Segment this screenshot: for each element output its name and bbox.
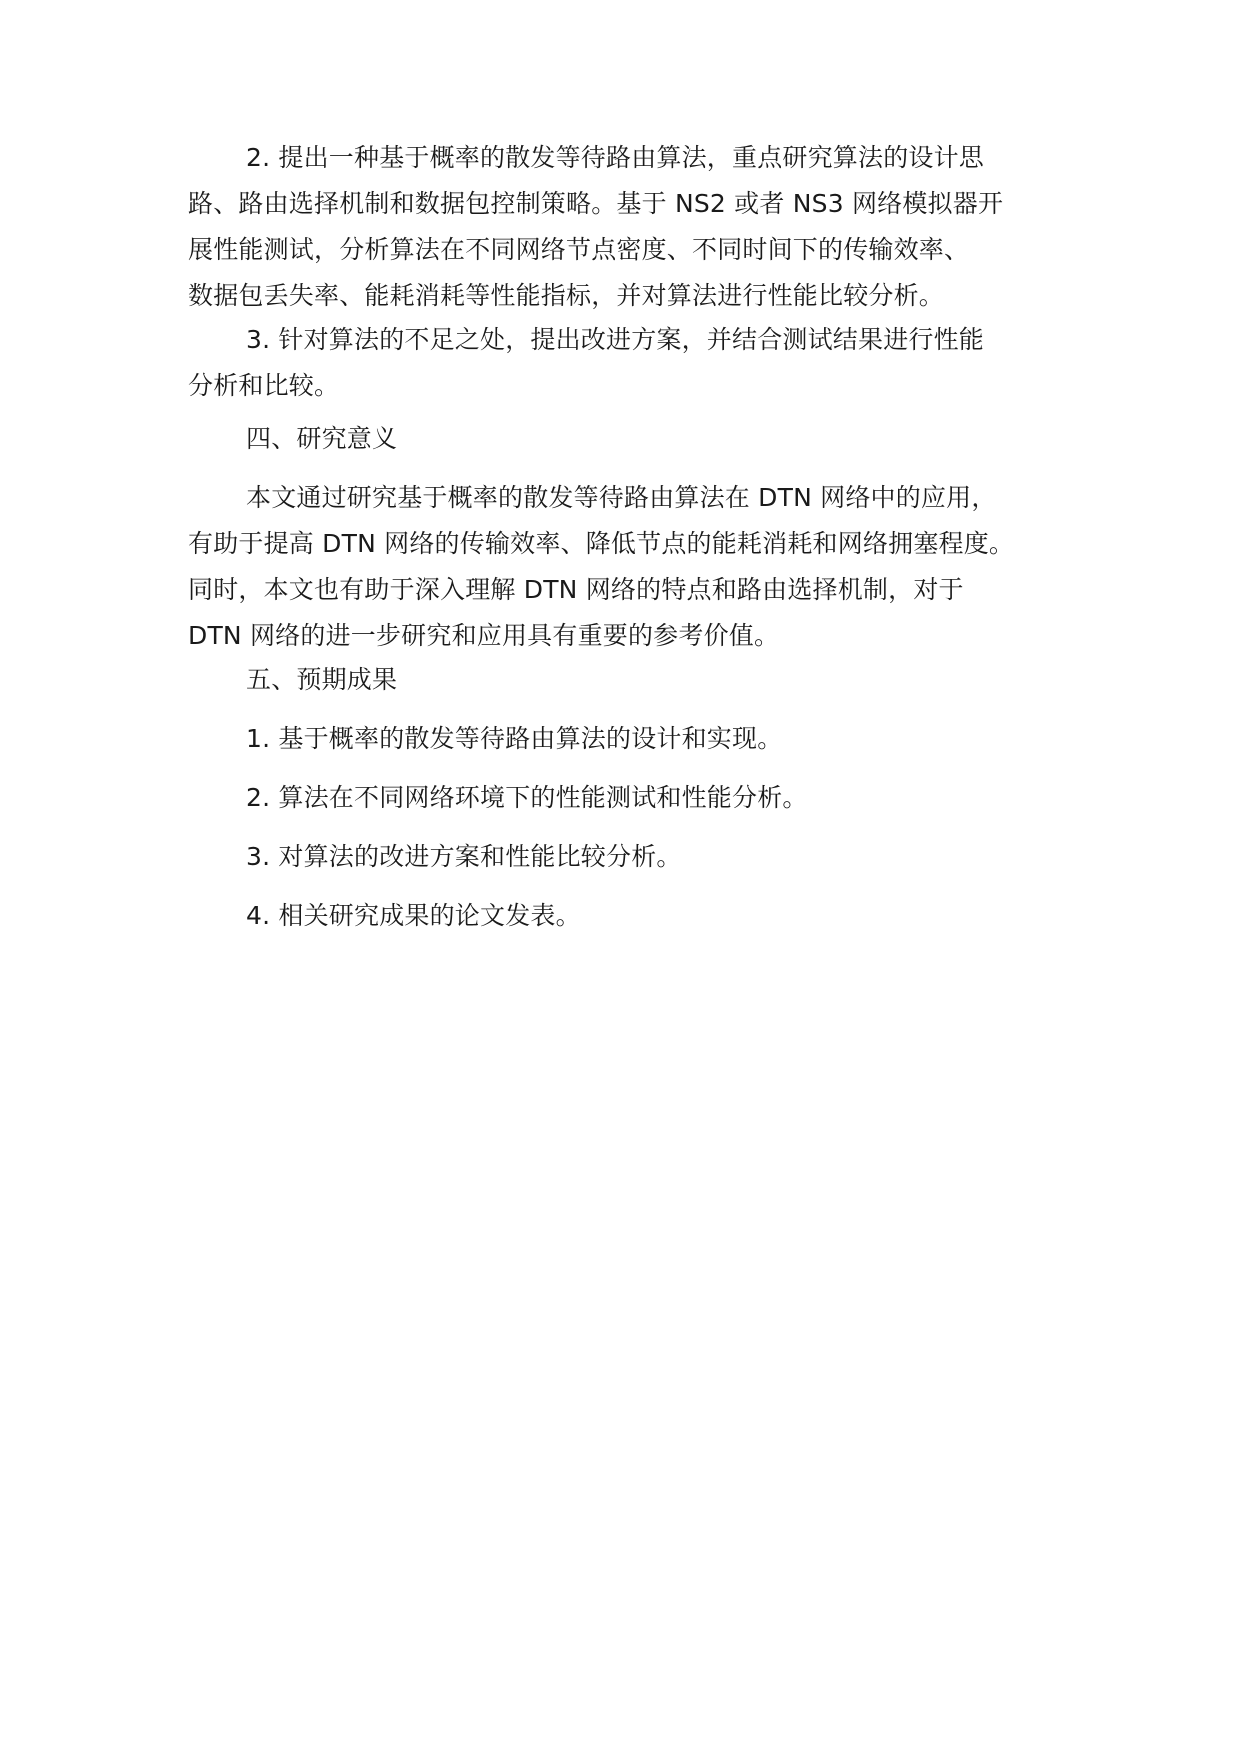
section-heading-significance (188, 416, 1083, 462)
list-item: 1. 基于概率的散发等待路由算法的设计和实现。 (246, 724, 783, 753)
list-item: 2. 算法在不同网络环境下的性能测试和性能分析。 (246, 783, 808, 812)
paragraph-line: 展性能测试，分析算法在不同网络节点密度、不同时间下的传输效率、 (188, 235, 970, 264)
paragraph-line: 2. 提出一种基于概率的散发等待路由算法，重点研究算法的设计思 (246, 143, 985, 172)
list-item-expected-2 (188, 775, 1083, 821)
paragraph-research-content-2 (188, 135, 1083, 319)
paragraph-line: DTN 网络的进一步研究和应用具有重要的参考价值。 (188, 621, 780, 650)
paragraph-line: 分析和比较。 (188, 371, 340, 400)
list-item-expected-3 (188, 834, 1083, 880)
paragraph-line: 3. 针对算法的不足之处，提出改进方案，并结合测试结果进行性能 (246, 325, 985, 354)
paragraph-line: 路、路由选择机制和数据包控制策略。基于 NS2 或者 NS3 网络模拟器开 (188, 189, 1004, 218)
list-item-expected-4 (188, 893, 1083, 939)
paragraph-significance (188, 475, 1083, 659)
paragraph-line: 数据包丢失率、能耗消耗等性能指标，并对算法进行性能比较分析。 (188, 281, 945, 310)
section-heading: 四、研究意义 (246, 424, 398, 453)
section-heading-expected-results (188, 657, 1083, 703)
list-item: 3. 对算法的改进方案和性能比较分析。 (246, 842, 682, 871)
paragraph-line: 本文通过研究基于概率的散发等待路由算法在 DTN 网络中的应用， (246, 483, 997, 512)
paragraph-research-content-3 (188, 317, 1083, 409)
paragraph-line: 有助于提高 DTN 网络的传输效率、降低节点的能耗消耗和网络拥塞程度。 (188, 529, 1015, 558)
list-item-expected-1 (188, 716, 1083, 762)
section-heading: 五、预期成果 (246, 665, 398, 694)
paragraph-line: 同时，本文也有助于深入理解 DTN 网络的特点和路由选择机制，对于 (188, 575, 964, 604)
list-item: 4. 相关研究成果的论文发表。 (246, 901, 581, 930)
